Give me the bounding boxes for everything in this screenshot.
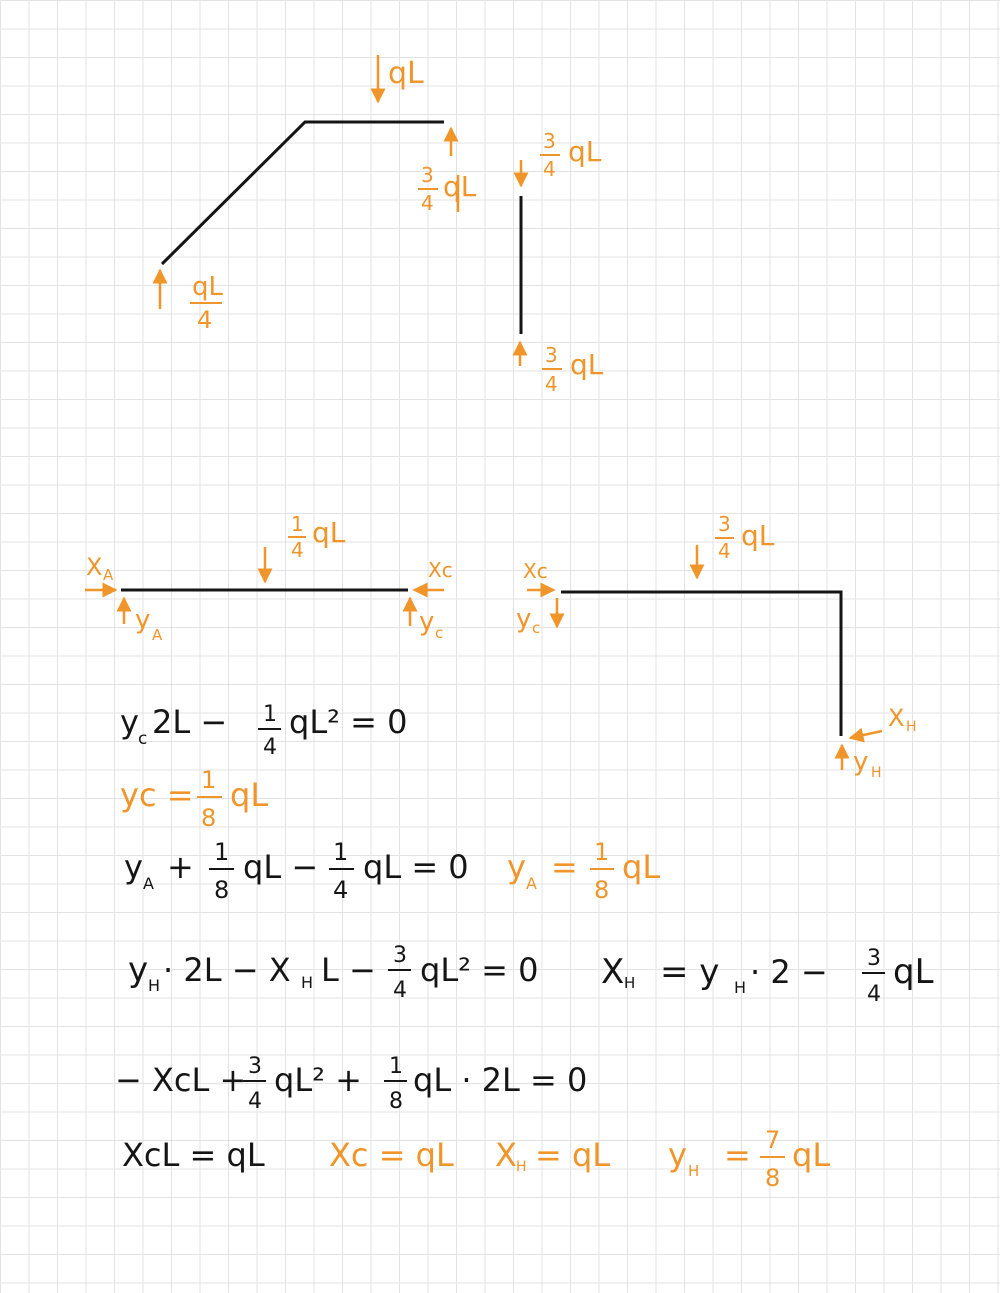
res2-var: y: [507, 848, 526, 886]
beam-end-num: 3: [421, 163, 434, 187]
right-load-num: 3: [718, 512, 731, 536]
res-xh-sub: H: [516, 1159, 527, 1175]
yc-label-right: y: [516, 604, 532, 634]
equation-2: [124, 838, 469, 904]
eq5-text: XcL = qL: [122, 1136, 265, 1174]
res-yh-eq: =: [724, 1136, 751, 1174]
eq3-den: 4: [393, 978, 407, 1003]
beam-end-rest: qL: [443, 170, 477, 203]
xa-label: X: [86, 553, 103, 581]
eq3r-rest: qL: [893, 952, 934, 992]
ya-sub: A: [152, 626, 163, 644]
xa-sub: A: [103, 566, 114, 584]
eq2-var: y: [124, 848, 143, 886]
eq4-num1: 3: [248, 1054, 262, 1079]
eq1-mid: 2L −: [152, 703, 228, 741]
column-top-rest: qL: [568, 135, 602, 168]
res-yh-var: y: [668, 1136, 687, 1174]
eq1-num: 1: [263, 702, 277, 727]
res-yh-num: 7: [765, 1126, 781, 1154]
eq3-var: y: [128, 950, 149, 990]
res-yh-den: 8: [765, 1164, 781, 1192]
eq2-mid: qL −: [243, 848, 319, 886]
column-top-den: 4: [543, 157, 556, 181]
res-xh-var: X: [495, 1136, 517, 1174]
eq3-num: 3: [393, 943, 407, 968]
eq3r-var: X: [601, 952, 625, 992]
eq4-mid: qL² +: [274, 1061, 362, 1099]
res2-sub: A: [526, 874, 537, 893]
eq2-rest: qL = 0: [363, 848, 469, 886]
eq2-den2: 4: [333, 876, 349, 904]
eq1-var: y: [120, 703, 139, 741]
final-results: [329, 1126, 830, 1192]
left-load-num: 1: [291, 512, 304, 536]
xh-arrow: [850, 731, 882, 738]
column-bottom-rest: qL: [570, 348, 604, 381]
eq4-start: − XcL +: [115, 1061, 247, 1099]
yh-sub: H: [871, 765, 882, 781]
bent-beam: [162, 122, 444, 264]
beam-end-den: 4: [421, 191, 434, 215]
eq3-rest: qL² = 0: [420, 951, 539, 989]
eq4-rest: qL · 2L = 0: [413, 1061, 588, 1099]
yc-sub-left: c: [435, 624, 444, 642]
eq3-mid2: L −: [321, 951, 376, 989]
res2-den: 8: [594, 876, 610, 904]
result-yc: [120, 766, 268, 832]
eq3r-sub: H: [624, 974, 636, 992]
res2-eq: =: [551, 848, 578, 886]
left-load-den: 4: [291, 538, 304, 562]
res-xc: Xc = qL: [329, 1136, 454, 1174]
left-load-rest: qL: [312, 516, 346, 549]
load-top-label: qL: [388, 56, 424, 91]
eq3r-num: 3: [867, 946, 881, 971]
column-top-num: 3: [543, 129, 556, 153]
xc-label-right: Xc: [523, 559, 548, 583]
eq3r-mid2: · 2 −: [750, 953, 828, 991]
eq3-mid: · 2L − X: [163, 951, 291, 989]
res1-num: 1: [201, 766, 217, 794]
res1-rest: qL: [230, 776, 269, 814]
right-frame: [561, 592, 841, 736]
left-support-den: 4: [197, 306, 213, 334]
eq2-den1: 8: [214, 876, 230, 904]
eq2-num1: 1: [214, 838, 230, 866]
yc-sub-right: c: [532, 619, 541, 637]
equation-3-rearranged: [601, 946, 934, 1007]
right-load-rest: qL: [741, 519, 775, 552]
res-yh-rest: qL: [792, 1136, 831, 1174]
res2-num: 1: [594, 838, 610, 866]
yh-label: y: [853, 747, 869, 777]
equation-1: [120, 702, 407, 760]
eq4-den1: 4: [248, 1089, 262, 1114]
eq3-sub2: H: [301, 973, 314, 992]
right-free-body-diagram: [516, 512, 917, 781]
equation-5: [122, 1136, 265, 1174]
eq1-den: 4: [263, 735, 277, 760]
equation-3: [128, 943, 538, 1003]
res1-lhs: yc =: [120, 776, 194, 814]
eq2-sub: A: [143, 874, 154, 893]
ya-label: y: [135, 605, 151, 635]
eq1-rest: qL² = 0: [289, 703, 408, 741]
res2-rest: qL: [622, 848, 661, 886]
eq3r-sub2: H: [734, 978, 747, 997]
right-load-den: 4: [718, 539, 731, 563]
eq3r-den: 4: [867, 982, 881, 1007]
xh-sub: H: [906, 719, 917, 735]
result-ya: [507, 838, 660, 904]
column-bottom-num: 3: [545, 343, 558, 367]
eq4-num2: 1: [389, 1054, 403, 1079]
res1-den: 8: [201, 804, 217, 832]
res-xh-rest: = qL: [535, 1136, 611, 1174]
res-yh-sub: H: [688, 1162, 700, 1180]
eq3-sub: H: [148, 976, 161, 995]
left-free-body-diagram: [85, 512, 453, 644]
left-support-num: qL: [192, 272, 223, 302]
eq2-plus: +: [167, 848, 194, 886]
column-bottom-den: 4: [545, 372, 558, 396]
top-structure-diagram: [160, 55, 604, 396]
eq3r-mid: = y: [660, 952, 720, 992]
eq4-den2: 8: [389, 1089, 403, 1114]
yc-label-left: y: [419, 607, 435, 637]
xc-label-left: Xc: [428, 558, 453, 582]
eq1-sub: c: [138, 729, 148, 749]
equation-4: [115, 1054, 587, 1114]
eq2-num2: 1: [333, 838, 349, 866]
xh-label: X: [888, 704, 905, 732]
